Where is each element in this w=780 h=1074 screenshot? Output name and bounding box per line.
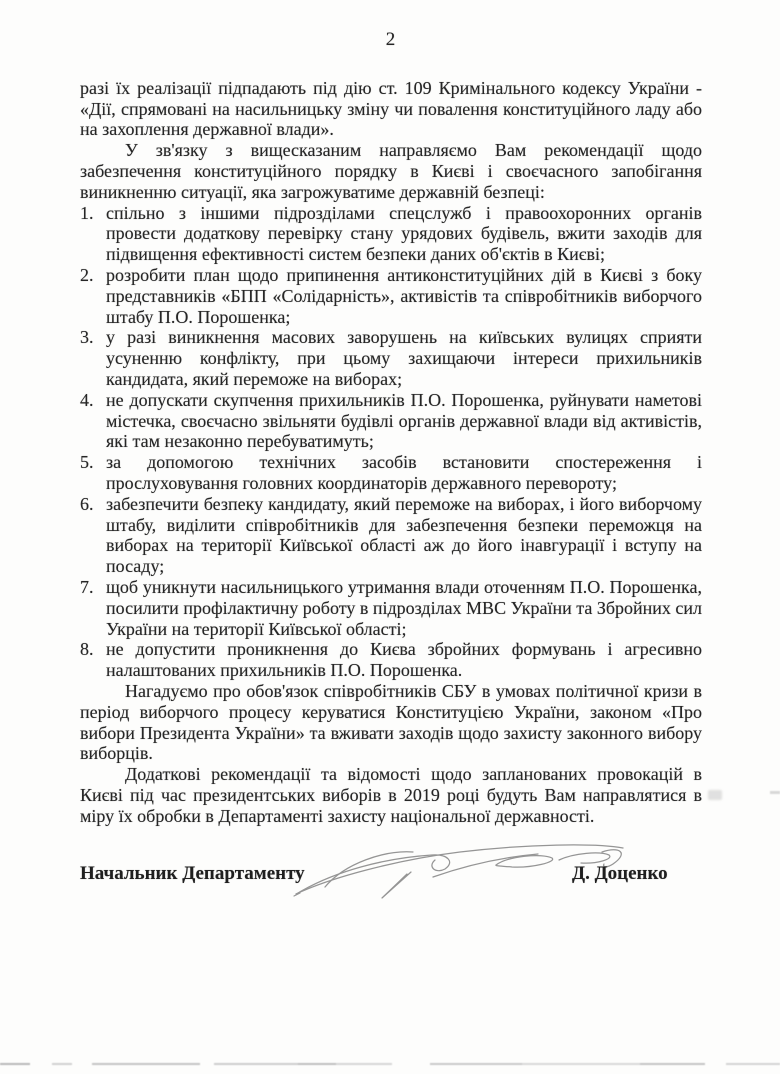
signatory-name: Д. Доценко [572, 863, 668, 884]
list-item-text: щоб уникнути насильницького утримання влади оточенням П.О. Порошенка, посилити профілактичну роботу в підрозділах МВС України та Збройних сил України на території Київської області; [106, 576, 702, 639]
paragraph-reminder: Нагадуємо про обов'язок співробітників СБУ в умовах політичної кризи в період виборчого процесу керуватися Конституцією України, законом «Про вибори Президента України» та вживати заходів щодо захисту законного вибору виборців. [80, 680, 702, 764]
list-item-text: не допускати скупчення прихильників П.О. Порошенка, руйнувати наметові містечка, своєчасно звільняти будівлі органів державної влади від активістів, які там незаконно перебуватимуть; [106, 389, 702, 452]
list-item [80, 265, 702, 327]
list-item-number: 3. [80, 327, 94, 348]
paragraph-closing: Додаткові рекомендації та відомості щодо запланованих провокацій в Києві під час президентських виборів в 2019 році будуть Вам направлятися в міру їх обробки в Департаменті захисту національної державності. [80, 764, 702, 826]
document-body [80, 30, 702, 826]
list-item [80, 203, 702, 265]
list-item-text: розробити план щодо припинення антиконституційних дій в Києві з боку представників «БПП «Солідарність», активістів та співробітників виборчого штабу П.О. Порошенка; [106, 264, 702, 327]
list-item-number: 6. [80, 493, 94, 514]
list-item [80, 494, 702, 577]
list-item [80, 390, 702, 452]
list-item-number: 8. [80, 639, 94, 660]
list-item-number: 2. [80, 264, 94, 285]
list-item-number: 7. [80, 576, 94, 597]
scan-bottom-edge-artifact [0, 1063, 780, 1065]
list-item [80, 327, 702, 389]
list-item-text: забезпечити безпеку кандидату, який переможе на виборах, і його виборчому штабу, виділити співробітників для забезпечення безпеки переможця на виборах на території Київської області аж до його інавгурації і вступу на посаду; [106, 493, 702, 577]
list-item [80, 577, 702, 639]
list-item-number: 5. [80, 452, 94, 473]
list-item-text: у разі виникнення масових заворушень на київських вулицях сприяти усуненню конфлікту, при цьому захищаючи інтереси прихильників кандидата, який переможе на виборах; [106, 327, 702, 389]
paragraph-intro: У зв'язку з вищесказаним направляємо Вам рекомендації щодо забезпечення конституційного порядку в Києві і своєчасного запобігання виникненню ситуації, яка загрожуватиме державній безпеці: [80, 140, 702, 202]
list-item [80, 452, 702, 494]
list-item-number: 1. [80, 202, 94, 223]
list-item-text: не допустити проникнення до Києва збройних формувань і агресивно налаштованих прихильників П.О. Порошенка. [106, 639, 702, 681]
signature-title: Начальник Департаменту [80, 863, 305, 884]
scan-edge-artifact [770, 791, 780, 794]
list-item-text: за допомогою технічних засобів встановити спостереження і прослуховування головних координаторів державного перевороту; [106, 452, 702, 493]
list-item-text: спільно з іншими підрозділами спецслужб і правоохоронних органів провести додаткову перевірку стану урядових будівель, вжити заходів для підвищення ефективності систем безпеки даних об'єктів в Києві; [106, 202, 702, 265]
scan-smudge-artifact [708, 790, 722, 800]
list-item [80, 639, 702, 681]
page-number: 2 [385, 29, 397, 50]
list-item-number: 4. [80, 389, 94, 410]
paragraph-continuation: разі їх реалізації підпадають під дію ст. 109 Кримінального кодексу України - «Дії, спрямовані на насильницьку зміну чи повалення конституційного ладу або на захоплення державної влади». [80, 77, 702, 140]
